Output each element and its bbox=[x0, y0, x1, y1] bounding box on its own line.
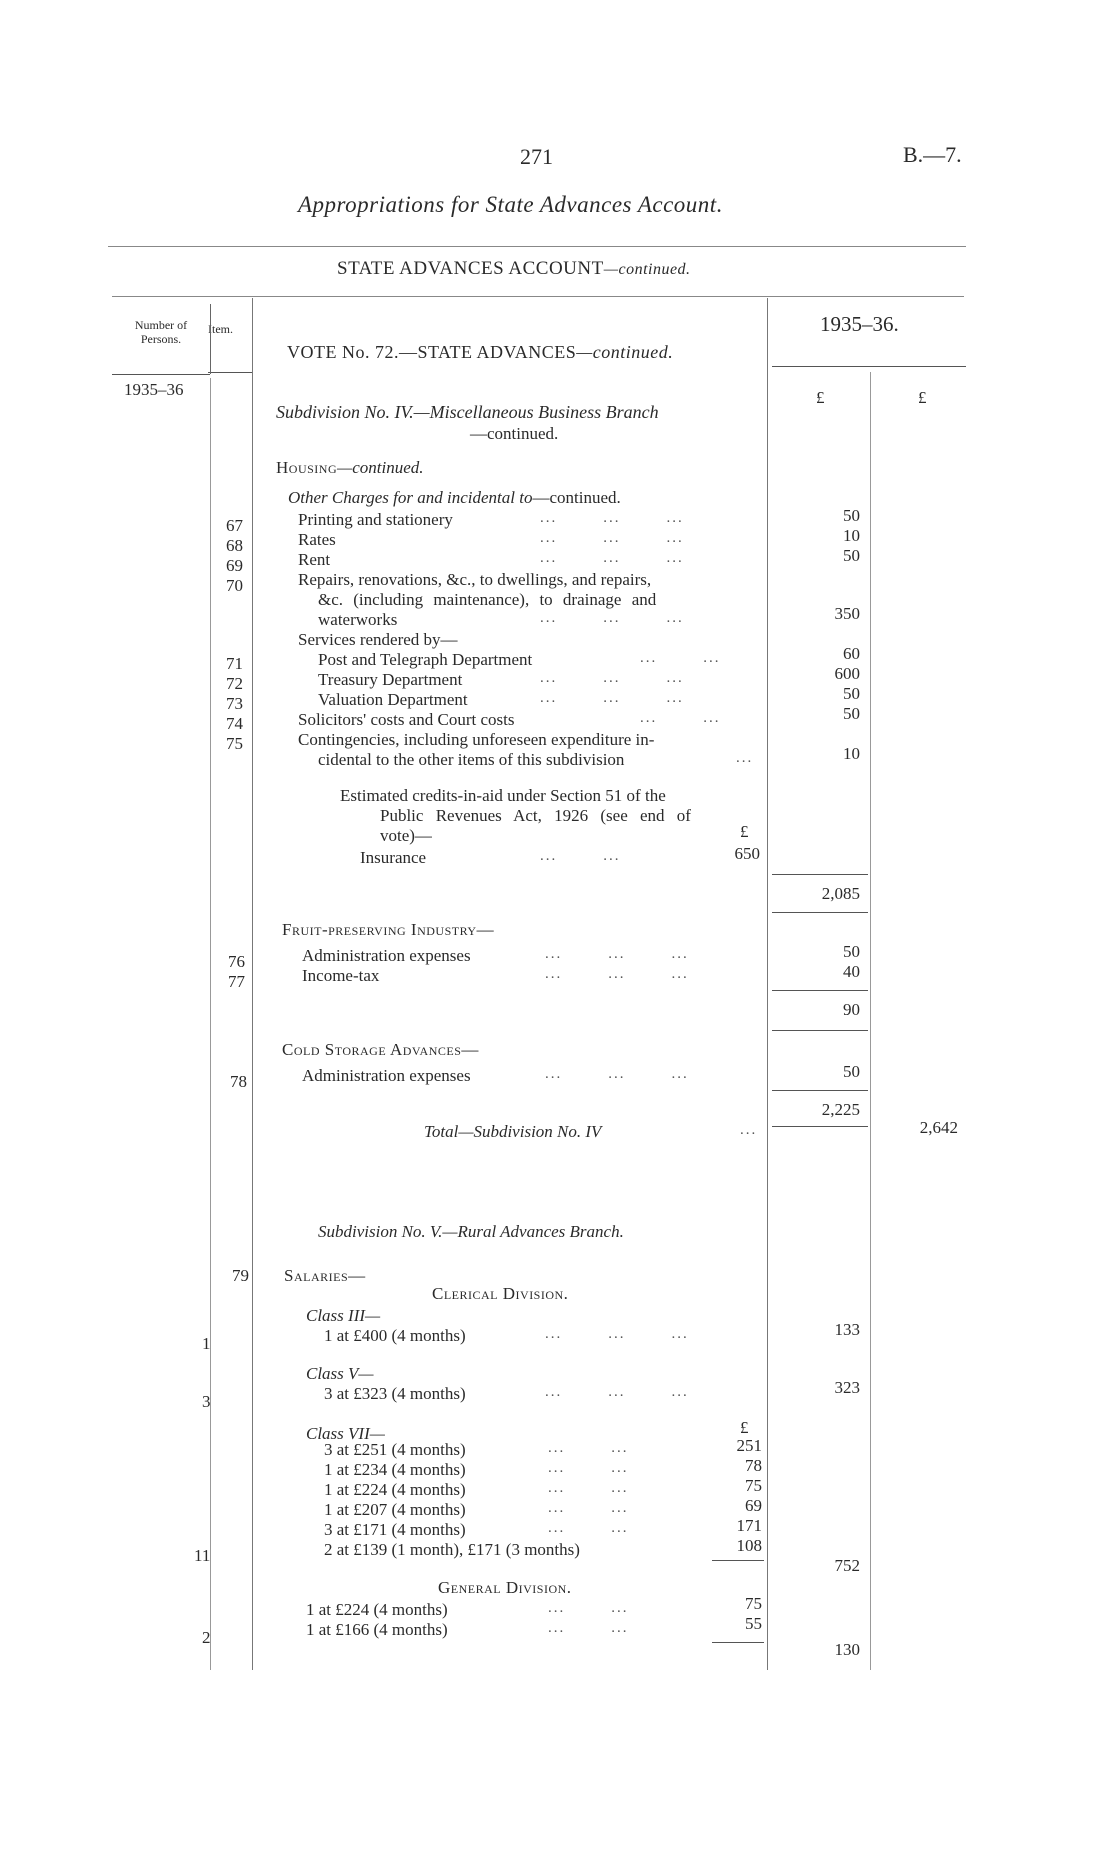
class-vii-value: 69 bbox=[745, 1496, 762, 1515]
column-header-year: 1935–36. bbox=[820, 312, 899, 336]
item-value: 10 bbox=[843, 744, 860, 763]
column-header-item: Item. bbox=[208, 322, 233, 336]
page-title: Appropriations for State Advances Account. bbox=[298, 192, 723, 217]
item-number: 70 bbox=[226, 576, 243, 595]
subdivision-iv-total: 2,642 bbox=[919, 1118, 958, 1137]
class-v-line: 3 at £323 (4 months) bbox=[324, 1384, 466, 1403]
item-number: 77 bbox=[228, 972, 245, 991]
item-label: Income-tax bbox=[302, 966, 380, 985]
item-value: 60 bbox=[843, 644, 860, 663]
class-vii-value: 251 bbox=[736, 1436, 762, 1455]
item-label-line2: cidental to the other items of this subdivision bbox=[318, 750, 625, 769]
item-value: 50 bbox=[843, 1062, 860, 1081]
subdivision-v-title: Subdivision No. V.—Rural Advances Branch. bbox=[318, 1222, 624, 1241]
general-line: 1 at £224 (4 months) bbox=[306, 1600, 448, 1619]
class-vii-line: 2 at £139 (1 month), £171 (3 months) bbox=[324, 1540, 580, 1559]
insurance-value: 650 bbox=[734, 844, 760, 863]
item-number: 67 bbox=[226, 516, 243, 535]
item-number: 68 bbox=[226, 536, 243, 555]
insurance-label: Insurance bbox=[360, 848, 427, 867]
class-iii-value: 133 bbox=[834, 1320, 860, 1339]
class-vii-value: 78 bbox=[745, 1456, 762, 1475]
other-charges-text: Other Charges for and incidental to bbox=[288, 488, 533, 507]
general-value: 75 bbox=[745, 1594, 762, 1613]
item-label: Contingencies, including unforeseen expenditure in- bbox=[298, 730, 655, 749]
item-label: Valuation Department bbox=[318, 690, 468, 709]
class-iii-heading: Class III— bbox=[306, 1306, 381, 1325]
housing-heading-text: Housing bbox=[276, 458, 338, 477]
class-iii-line: 1 at £400 (4 months) bbox=[324, 1326, 466, 1345]
housing-heading bbox=[276, 458, 424, 478]
item-value: 50 bbox=[843, 546, 860, 565]
item-number: 74 bbox=[226, 714, 243, 733]
class-iii-persons: 1 bbox=[202, 1334, 211, 1353]
subdivision-iv-inner-total: 2,225 bbox=[821, 1100, 860, 1119]
account-title-text: STATE ADVANCES ACCOUNT bbox=[337, 258, 604, 279]
column-header-persons: Number of Persons. bbox=[134, 318, 188, 346]
vote-title-suffix: —continued. bbox=[576, 342, 674, 362]
class-vii-line: 1 at £224 (4 months) bbox=[324, 1480, 466, 1499]
item-number: 76 bbox=[228, 952, 245, 971]
item-label: Solicitors' costs and Court costs bbox=[298, 710, 515, 729]
class-vii-value: 171 bbox=[736, 1516, 762, 1535]
vote-title bbox=[287, 342, 673, 363]
item-number: 73 bbox=[226, 694, 243, 713]
subdivision-iv-title: Subdivision No. IV.—Miscellaneous Business Branch bbox=[276, 402, 659, 422]
class-v-persons: 3 bbox=[202, 1392, 211, 1411]
clerical-division-heading: Clerical Division. bbox=[432, 1284, 569, 1303]
subdivision-iv-continued: —continued. bbox=[470, 424, 559, 443]
salaries-heading: Salaries— bbox=[284, 1266, 366, 1285]
housing-heading-suffix: —continued. bbox=[337, 458, 424, 477]
item-value: 10 bbox=[843, 526, 860, 545]
item-label-line3: waterworks bbox=[318, 610, 398, 629]
general-division-heading: General Division. bbox=[438, 1578, 572, 1597]
services-heading: Services rendered by— bbox=[298, 630, 458, 649]
fruit-total: 90 bbox=[843, 1000, 860, 1019]
class-vii-heading: Class VII— bbox=[306, 1424, 385, 1443]
class-vii-persons: 11 bbox=[194, 1546, 211, 1565]
item-value: 40 bbox=[843, 962, 860, 981]
class-vii-line: 1 at £234 (4 months) bbox=[324, 1460, 466, 1479]
account-title-suffix: —continued. bbox=[603, 261, 691, 278]
class-v-heading: Class V— bbox=[306, 1364, 374, 1383]
item-number: 72 bbox=[226, 674, 243, 693]
item-value: 50 bbox=[843, 942, 860, 961]
other-charges-suffix: —continued. bbox=[532, 488, 621, 507]
subdivision-iv-total-label: Total—Subdivision No. IV bbox=[424, 1122, 602, 1141]
class-v-value: 323 bbox=[834, 1378, 860, 1397]
page-number: 271 bbox=[520, 144, 553, 169]
class-vii-total: 752 bbox=[834, 1556, 860, 1575]
credits-in-aid-line1: Estimated credits-in-aid under Section 51 of the bbox=[340, 786, 666, 805]
class-vii-line: 3 at £251 (4 months) bbox=[324, 1440, 466, 1459]
item-number: 69 bbox=[226, 556, 243, 575]
class-vii-line: 3 at £171 (4 months) bbox=[324, 1520, 466, 1539]
item-label-line2: &c. (including maintenance), to drainage and bbox=[318, 590, 657, 609]
item-label: Printing and stationery bbox=[298, 510, 453, 529]
general-value: 55 bbox=[745, 1614, 762, 1633]
document-reference: B.—7. bbox=[903, 142, 962, 167]
cold-storage-heading: Cold Storage Advances— bbox=[282, 1040, 479, 1059]
persons-year-label: 1935–36 bbox=[124, 380, 184, 399]
salaries-item-number: 79 bbox=[232, 1266, 249, 1285]
item-label: Treasury Department bbox=[318, 670, 463, 689]
credits-in-aid-line2: Public Revenues Act, 1926 (see end of bbox=[380, 806, 691, 825]
item-label: Administration expenses bbox=[302, 946, 471, 965]
other-charges-heading bbox=[288, 488, 621, 508]
class-vii-value: 108 bbox=[736, 1536, 762, 1555]
item-label: Administration expenses bbox=[302, 1066, 471, 1085]
vote-title-text: VOTE No. 72.—STATE ADVANCES bbox=[287, 342, 577, 362]
item-number: 71 bbox=[226, 654, 243, 673]
general-line: 1 at £166 (4 months) bbox=[306, 1620, 448, 1639]
item-value: 600 bbox=[834, 664, 860, 683]
item-number: 78 bbox=[230, 1072, 247, 1091]
item-label: Post and Telegraph Department bbox=[318, 650, 533, 669]
class-vii-pound-sign: £ bbox=[740, 1418, 749, 1437]
item-label: Rates bbox=[298, 530, 336, 549]
housing-total: 2,085 bbox=[821, 884, 860, 903]
general-total: 130 bbox=[834, 1640, 860, 1659]
item-label: Rent bbox=[298, 550, 331, 569]
credits-pound-sign: £ bbox=[740, 822, 749, 841]
item-value: 50 bbox=[843, 684, 860, 703]
class-vii-value: 75 bbox=[745, 1476, 762, 1495]
class-vii-line: 1 at £207 (4 months) bbox=[324, 1500, 466, 1519]
item-label: Repairs, renovations, &c., to dwellings, and repairs, bbox=[298, 570, 652, 589]
pound-sign-outer: £ bbox=[918, 388, 927, 407]
item-number: 75 bbox=[226, 734, 243, 753]
pound-sign-inner: £ bbox=[816, 388, 825, 407]
item-value: 50 bbox=[843, 704, 860, 723]
general-persons: 2 bbox=[202, 1628, 211, 1647]
item-value: 50 bbox=[843, 506, 860, 525]
account-title bbox=[337, 258, 691, 280]
item-value: 350 bbox=[834, 604, 860, 623]
credits-in-aid-line3: vote)— bbox=[380, 826, 432, 845]
fruit-preserving-heading: Fruit-preserving Industry— bbox=[282, 920, 495, 939]
